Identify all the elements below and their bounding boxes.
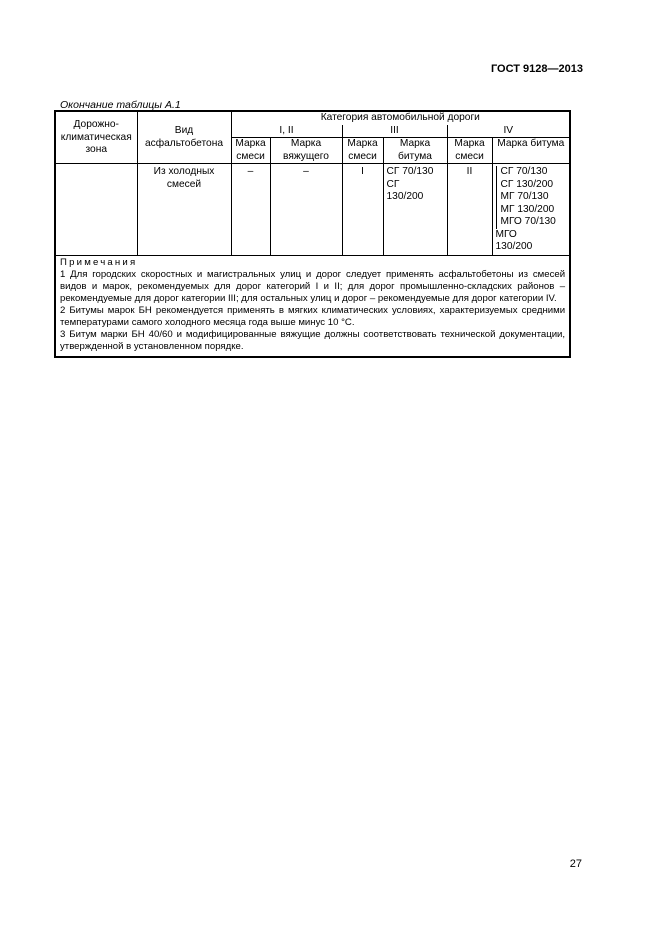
header-zone: Дорожно-климатическая зона bbox=[55, 111, 137, 164]
cell-g1-mix: – bbox=[231, 164, 270, 229]
cell-g3-bitumen-line: МГ 70/130 bbox=[496, 191, 569, 204]
cell-g3-bitumen-line: СГ 70/130 bbox=[496, 166, 569, 179]
cell-g3-bitumen-line: 130/200 bbox=[492, 241, 570, 255]
cell-g2-bitumen-line: 130/200 bbox=[383, 191, 447, 204]
note-item: 1 Для городских скоростных и магистральных улиц и дорог следует применять асфальтобетоны из смесей видов и марок, рекомендуемых для дорог категорий I и II; для дорог промышленно-складских районов – рекомендуемые для дорог категории III; для остальных улиц и дорог – рекомендуемые для дорог категории IV. bbox=[60, 268, 566, 304]
page-number: 27 bbox=[569, 858, 582, 870]
table-notes bbox=[55, 255, 570, 357]
note-item: 3 Битум марки БН 40/60 и модифицированные вяжущие должны соответствовать технической документации, утвержденной в установленном порядке. bbox=[60, 328, 566, 352]
sub-binder-grade: Марка вяжущего bbox=[270, 138, 342, 164]
table-caption: Окончание таблицы А.1 bbox=[60, 99, 181, 111]
cell-g3-bitumen-line: СГ 130/200 bbox=[496, 179, 569, 192]
header-road-category: Категория автомобильной дороги bbox=[231, 111, 570, 125]
group-cat-4: IV bbox=[447, 125, 570, 138]
header-concrete-type: Вид асфальтобетона bbox=[137, 111, 231, 164]
cell-g1-binder: – bbox=[270, 164, 342, 229]
sub-bitumen-grade-2: Марка битума bbox=[492, 138, 570, 164]
sub-mix-grade-2: Марка смеси bbox=[342, 138, 383, 164]
group-cat-1-2: I, II bbox=[279, 124, 294, 136]
grades-table bbox=[54, 110, 571, 358]
cell-g3-bitumen-line: МГО 70/130 bbox=[496, 216, 569, 229]
cell-zone-empty bbox=[55, 164, 137, 256]
sub-mix-grade-1: Марка смеси bbox=[231, 138, 270, 164]
sub-mix-grade-3: Марка смеси bbox=[447, 138, 492, 164]
group-cat-3: III bbox=[342, 125, 447, 138]
cell-g2-bitumen-line: СГ 70/130 bbox=[383, 164, 447, 179]
sub-bitumen-grade-1: Марка битума bbox=[383, 138, 447, 164]
cell-g2-bitumen-line: СГ bbox=[383, 179, 447, 192]
cell-concrete-type: Из холодных смесей bbox=[137, 164, 231, 229]
cell-g3-mix: II bbox=[447, 164, 492, 229]
cell-g3-bitumen-line: МГ 130/200 bbox=[496, 204, 569, 217]
notes-title: Примечания bbox=[60, 256, 138, 268]
cell-g2-mix: I bbox=[342, 164, 383, 229]
document-header: ГОСТ 9128—2013 bbox=[490, 63, 583, 75]
note-item: 2 Битумы марок БН рекомендуется применять в мягких климатических условиях, характеризуемых средними температурами самого холодного месяца года выше минус 10 °С. bbox=[60, 304, 566, 328]
cell-g3-bitumen-line: МГО bbox=[492, 229, 570, 242]
